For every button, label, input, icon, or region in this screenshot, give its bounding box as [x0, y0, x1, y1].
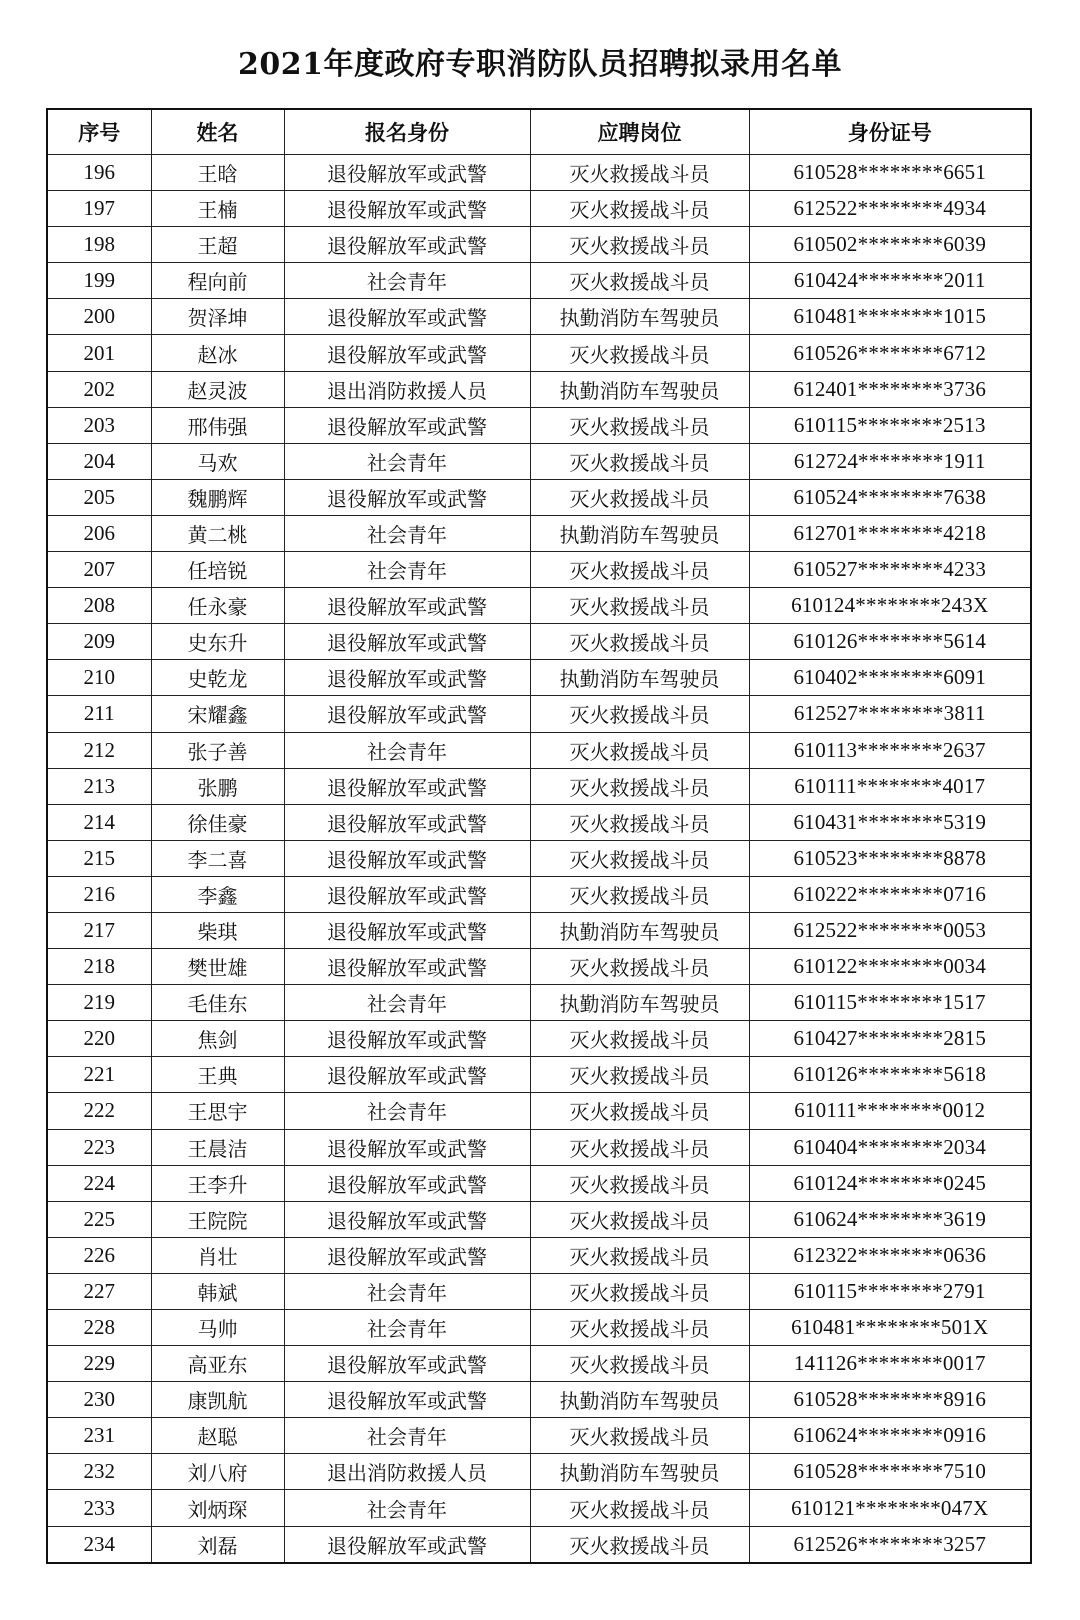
cell-position: 执勤消防车驾驶员 — [530, 371, 749, 407]
cell-name: 魏鹏辉 — [151, 479, 284, 515]
table-row — [47, 1237, 1031, 1273]
cell-position: 灭火救援战斗员 — [530, 443, 749, 479]
column-header-position: 应聘岗位 — [530, 109, 749, 155]
cell-serial-number: 216 — [47, 876, 151, 912]
cell-applicant-status: 退役解放军或武警 — [284, 804, 530, 840]
cell-id-number: 610431********5319 — [749, 804, 1031, 840]
cell-name: 王晨洁 — [151, 1129, 284, 1165]
cell-serial-number: 215 — [47, 840, 151, 876]
cell-position: 灭火救援战斗员 — [530, 1490, 749, 1526]
cell-id-number: 610526********6712 — [749, 335, 1031, 371]
cell-serial-number: 201 — [47, 335, 151, 371]
cell-id-number: 610222********0716 — [749, 876, 1031, 912]
cell-position: 灭火救援战斗员 — [530, 1310, 749, 1346]
cell-applicant-status: 社会青年 — [284, 552, 530, 588]
cell-name: 韩斌 — [151, 1273, 284, 1309]
table-row — [47, 696, 1031, 732]
cell-position: 灭火救援战斗员 — [530, 1093, 749, 1129]
cell-name: 焦剑 — [151, 1021, 284, 1057]
cell-applicant-status: 退役解放军或武警 — [284, 949, 530, 985]
cell-serial-number: 223 — [47, 1129, 151, 1165]
cell-position: 灭火救援战斗员 — [530, 479, 749, 515]
cell-name: 史乾龙 — [151, 660, 284, 696]
cell-serial-number: 233 — [47, 1490, 151, 1526]
cell-name: 高亚东 — [151, 1346, 284, 1382]
cell-id-number: 610115********2513 — [749, 407, 1031, 443]
table-row — [47, 263, 1031, 299]
cell-position: 执勤消防车驾驶员 — [530, 660, 749, 696]
cell-name: 黄二桃 — [151, 515, 284, 551]
table-row — [47, 1454, 1031, 1490]
cell-name: 王晗 — [151, 155, 284, 191]
cell-serial-number: 225 — [47, 1201, 151, 1237]
table-row — [47, 949, 1031, 985]
table-row — [47, 732, 1031, 768]
table-row — [47, 876, 1031, 912]
cell-applicant-status: 社会青年 — [284, 732, 530, 768]
cell-id-number: 612526********3257 — [749, 1526, 1031, 1563]
table-row — [47, 1526, 1031, 1563]
table-row — [47, 479, 1031, 515]
cell-applicant-status: 社会青年 — [284, 443, 530, 479]
cell-id-number: 610121********047X — [749, 1490, 1031, 1526]
cell-id-number: 610126********5614 — [749, 624, 1031, 660]
cell-applicant-status: 退役解放军或武警 — [284, 588, 530, 624]
cell-name: 马帅 — [151, 1310, 284, 1346]
cell-position: 执勤消防车驾驶员 — [530, 912, 749, 948]
table-row — [47, 1093, 1031, 1129]
cell-applicant-status: 退役解放军或武警 — [284, 299, 530, 335]
cell-name: 康凯航 — [151, 1382, 284, 1418]
table-body — [47, 155, 1031, 1563]
table-row — [47, 1273, 1031, 1309]
table-row — [47, 1382, 1031, 1418]
cell-position: 灭火救援战斗员 — [530, 840, 749, 876]
table-row — [47, 588, 1031, 624]
cell-applicant-status: 退役解放军或武警 — [284, 840, 530, 876]
cell-name: 柴琪 — [151, 912, 284, 948]
cell-serial-number: 230 — [47, 1382, 151, 1418]
cell-id-number: 610427********2815 — [749, 1021, 1031, 1057]
cell-serial-number: 214 — [47, 804, 151, 840]
cell-id-number: 610404********2034 — [749, 1129, 1031, 1165]
cell-id-number: 612322********0636 — [749, 1237, 1031, 1273]
cell-position: 灭火救援战斗员 — [530, 1526, 749, 1563]
cell-id-number: 610527********4233 — [749, 552, 1031, 588]
header-row — [47, 109, 1031, 155]
cell-serial-number: 234 — [47, 1526, 151, 1563]
cell-id-number: 610528********7510 — [749, 1454, 1031, 1490]
cell-id-number: 610481********1015 — [749, 299, 1031, 335]
table-row — [47, 985, 1031, 1021]
cell-serial-number: 226 — [47, 1237, 151, 1273]
cell-position: 灭火救援战斗员 — [530, 335, 749, 371]
cell-position: 灭火救援战斗员 — [530, 191, 749, 227]
table-row — [47, 335, 1031, 371]
cell-id-number: 610523********8878 — [749, 840, 1031, 876]
table-row — [47, 1201, 1031, 1237]
cell-position: 灭火救援战斗员 — [530, 263, 749, 299]
cell-position: 灭火救援战斗员 — [530, 552, 749, 588]
cell-position: 灭火救援战斗员 — [530, 1057, 749, 1093]
table-row — [47, 1165, 1031, 1201]
cell-id-number: 612701********4218 — [749, 515, 1031, 551]
cell-applicant-status: 退役解放军或武警 — [284, 1057, 530, 1093]
cell-applicant-status: 社会青年 — [284, 1273, 530, 1309]
cell-name: 任培锐 — [151, 552, 284, 588]
cell-serial-number: 228 — [47, 1310, 151, 1346]
cell-serial-number: 200 — [47, 299, 151, 335]
roster-table — [46, 108, 1032, 1564]
cell-applicant-status: 退役解放军或武警 — [284, 768, 530, 804]
cell-name: 王典 — [151, 1057, 284, 1093]
cell-serial-number: 213 — [47, 768, 151, 804]
table-row — [47, 840, 1031, 876]
table-row — [47, 191, 1031, 227]
cell-position: 执勤消防车驾驶员 — [530, 515, 749, 551]
cell-applicant-status: 退出消防救援人员 — [284, 1454, 530, 1490]
cell-applicant-status: 退役解放军或武警 — [284, 1021, 530, 1057]
cell-id-number: 610115********2791 — [749, 1273, 1031, 1309]
cell-id-number: 141126********0017 — [749, 1346, 1031, 1382]
cell-name: 赵冰 — [151, 335, 284, 371]
cell-name: 王楠 — [151, 191, 284, 227]
cell-position: 执勤消防车驾驶员 — [530, 985, 749, 1021]
cell-serial-number: 227 — [47, 1273, 151, 1309]
cell-name: 王思宇 — [151, 1093, 284, 1129]
table-row — [47, 552, 1031, 588]
cell-applicant-status: 社会青年 — [284, 1418, 530, 1454]
cell-serial-number: 208 — [47, 588, 151, 624]
cell-position: 执勤消防车驾驶员 — [530, 1382, 749, 1418]
cell-id-number: 612522********0053 — [749, 912, 1031, 948]
table-row — [47, 371, 1031, 407]
table-row — [47, 804, 1031, 840]
cell-applicant-status: 退役解放军或武警 — [284, 191, 530, 227]
cell-serial-number: 199 — [47, 263, 151, 299]
cell-name: 李二喜 — [151, 840, 284, 876]
cell-id-number: 610528********8916 — [749, 1382, 1031, 1418]
cell-position: 灭火救援战斗员 — [530, 624, 749, 660]
cell-position: 灭火救援战斗员 — [530, 1273, 749, 1309]
column-header-name: 姓名 — [151, 109, 284, 155]
table-row — [47, 515, 1031, 551]
cell-position: 灭火救援战斗员 — [530, 227, 749, 263]
cell-name: 史东升 — [151, 624, 284, 660]
cell-position: 灭火救援战斗员 — [530, 1129, 749, 1165]
table-row — [47, 1346, 1031, 1382]
cell-serial-number: 224 — [47, 1165, 151, 1201]
cell-position: 灭火救援战斗员 — [530, 1021, 749, 1057]
table-row — [47, 443, 1031, 479]
cell-serial-number: 211 — [47, 696, 151, 732]
cell-applicant-status: 退役解放军或武警 — [284, 1526, 530, 1563]
cell-applicant-status: 社会青年 — [284, 1310, 530, 1346]
cell-name: 程向前 — [151, 263, 284, 299]
cell-name: 王院院 — [151, 1201, 284, 1237]
cell-position: 灭火救援战斗员 — [530, 1201, 749, 1237]
cell-id-number: 612724********1911 — [749, 443, 1031, 479]
table-row — [47, 227, 1031, 263]
cell-id-number: 610111********4017 — [749, 768, 1031, 804]
cell-applicant-status: 退役解放军或武警 — [284, 624, 530, 660]
cell-serial-number: 197 — [47, 191, 151, 227]
cell-applicant-status: 退役解放军或武警 — [284, 227, 530, 263]
cell-serial-number: 207 — [47, 552, 151, 588]
cell-name: 徐佳豪 — [151, 804, 284, 840]
cell-position: 灭火救援战斗员 — [530, 1418, 749, 1454]
cell-applicant-status: 退役解放军或武警 — [284, 1237, 530, 1273]
cell-position: 灭火救援战斗员 — [530, 732, 749, 768]
table-row — [47, 155, 1031, 191]
cell-position: 灭火救援战斗员 — [530, 588, 749, 624]
cell-name: 王李升 — [151, 1165, 284, 1201]
cell-id-number: 610624********0916 — [749, 1418, 1031, 1454]
cell-position: 灭火救援战斗员 — [530, 768, 749, 804]
cell-position: 执勤消防车驾驶员 — [530, 299, 749, 335]
cell-applicant-status: 退役解放军或武警 — [284, 1201, 530, 1237]
cell-applicant-status: 退役解放军或武警 — [284, 876, 530, 912]
cell-serial-number: 203 — [47, 407, 151, 443]
table-row — [47, 660, 1031, 696]
cell-name: 刘磊 — [151, 1526, 284, 1563]
table-row — [47, 1021, 1031, 1057]
cell-position: 灭火救援战斗员 — [530, 949, 749, 985]
cell-id-number: 610122********0034 — [749, 949, 1031, 985]
cell-applicant-status: 社会青年 — [284, 263, 530, 299]
cell-position: 灭火救援战斗员 — [530, 804, 749, 840]
cell-name: 任永豪 — [151, 588, 284, 624]
cell-id-number: 612401********3736 — [749, 371, 1031, 407]
page-title: 2021年度政府专职消防队员招聘拟录用名单 — [238, 47, 842, 82]
cell-serial-number: 198 — [47, 227, 151, 263]
cell-id-number: 610481********501X — [749, 1310, 1031, 1346]
column-header-serial-number: 序号 — [47, 109, 151, 155]
cell-applicant-status: 退役解放军或武警 — [284, 407, 530, 443]
cell-id-number: 610124********243X — [749, 588, 1031, 624]
cell-name: 张鹏 — [151, 768, 284, 804]
cell-serial-number: 206 — [47, 515, 151, 551]
cell-id-number: 610424********2011 — [749, 263, 1031, 299]
cell-serial-number: 196 — [47, 155, 151, 191]
column-header-id-number: 身份证号 — [749, 109, 1031, 155]
cell-applicant-status: 退役解放军或武警 — [284, 1382, 530, 1418]
cell-position: 执勤消防车驾驶员 — [530, 1454, 749, 1490]
cell-name: 宋耀鑫 — [151, 696, 284, 732]
cell-applicant-status: 退役解放军或武警 — [284, 696, 530, 732]
cell-serial-number: 209 — [47, 624, 151, 660]
cell-applicant-status: 退出消防救援人员 — [284, 371, 530, 407]
cell-name: 刘八府 — [151, 1454, 284, 1490]
cell-id-number: 610124********0245 — [749, 1165, 1031, 1201]
cell-serial-number: 212 — [47, 732, 151, 768]
table-row — [47, 407, 1031, 443]
cell-name: 赵聪 — [151, 1418, 284, 1454]
table-row — [47, 1057, 1031, 1093]
table-row — [47, 624, 1031, 660]
cell-serial-number: 204 — [47, 443, 151, 479]
cell-applicant-status: 退役解放军或武警 — [284, 1129, 530, 1165]
cell-applicant-status: 退役解放军或武警 — [284, 155, 530, 191]
cell-position: 灭火救援战斗员 — [530, 696, 749, 732]
cell-serial-number: 220 — [47, 1021, 151, 1057]
cell-serial-number: 205 — [47, 479, 151, 515]
cell-applicant-status: 退役解放军或武警 — [284, 660, 530, 696]
column-header-applicant-status: 报名身份 — [284, 109, 530, 155]
cell-serial-number: 217 — [47, 912, 151, 948]
cell-id-number: 612527********3811 — [749, 696, 1031, 732]
cell-serial-number: 218 — [47, 949, 151, 985]
cell-position: 灭火救援战斗员 — [530, 876, 749, 912]
cell-id-number: 610113********2637 — [749, 732, 1031, 768]
cell-name: 张子善 — [151, 732, 284, 768]
cell-serial-number: 231 — [47, 1418, 151, 1454]
cell-applicant-status: 退役解放军或武警 — [284, 912, 530, 948]
table-row — [47, 1129, 1031, 1165]
cell-serial-number: 221 — [47, 1057, 151, 1093]
cell-id-number: 610524********7638 — [749, 479, 1031, 515]
cell-id-number: 610402********6091 — [749, 660, 1031, 696]
cell-applicant-status: 退役解放军或武警 — [284, 479, 530, 515]
cell-position: 灭火救援战斗员 — [530, 1346, 749, 1382]
cell-position: 灭火救援战斗员 — [530, 1237, 749, 1273]
cell-serial-number: 219 — [47, 985, 151, 1021]
cell-name: 马欢 — [151, 443, 284, 479]
cell-position: 灭火救援战斗员 — [530, 1165, 749, 1201]
cell-applicant-status: 社会青年 — [284, 1490, 530, 1526]
cell-serial-number: 210 — [47, 660, 151, 696]
cell-serial-number: 232 — [47, 1454, 151, 1490]
cell-name: 邢伟强 — [151, 407, 284, 443]
cell-position: 灭火救援战斗员 — [530, 407, 749, 443]
cell-name: 赵灵波 — [151, 371, 284, 407]
cell-id-number: 610126********5618 — [749, 1057, 1031, 1093]
cell-name: 毛佳东 — [151, 985, 284, 1021]
cell-applicant-status: 退役解放军或武警 — [284, 1165, 530, 1201]
table-row — [47, 912, 1031, 948]
table-row — [47, 1418, 1031, 1454]
table-row — [47, 1490, 1031, 1526]
cell-applicant-status: 退役解放军或武警 — [284, 335, 530, 371]
cell-applicant-status: 社会青年 — [284, 1093, 530, 1129]
cell-applicant-status: 退役解放军或武警 — [284, 1346, 530, 1382]
cell-name: 樊世雄 — [151, 949, 284, 985]
cell-serial-number: 222 — [47, 1093, 151, 1129]
cell-id-number: 610624********3619 — [749, 1201, 1031, 1237]
cell-applicant-status: 社会青年 — [284, 985, 530, 1021]
table-header — [47, 109, 1031, 155]
cell-name: 李鑫 — [151, 876, 284, 912]
table-row — [47, 299, 1031, 335]
cell-id-number: 610111********0012 — [749, 1093, 1031, 1129]
cell-name: 刘炳琛 — [151, 1490, 284, 1526]
cell-id-number: 612522********4934 — [749, 191, 1031, 227]
cell-id-number: 610528********6651 — [749, 155, 1031, 191]
cell-id-number: 610502********6039 — [749, 227, 1031, 263]
table-row — [47, 1310, 1031, 1346]
cell-applicant-status: 社会青年 — [284, 515, 530, 551]
table-row — [47, 768, 1031, 804]
cell-id-number: 610115********1517 — [749, 985, 1031, 1021]
cell-position: 灭火救援战斗员 — [530, 155, 749, 191]
cell-name: 王超 — [151, 227, 284, 263]
cell-serial-number: 229 — [47, 1346, 151, 1382]
cell-serial-number: 202 — [47, 371, 151, 407]
cell-name: 肖壮 — [151, 1237, 284, 1273]
cell-name: 贺泽坤 — [151, 299, 284, 335]
